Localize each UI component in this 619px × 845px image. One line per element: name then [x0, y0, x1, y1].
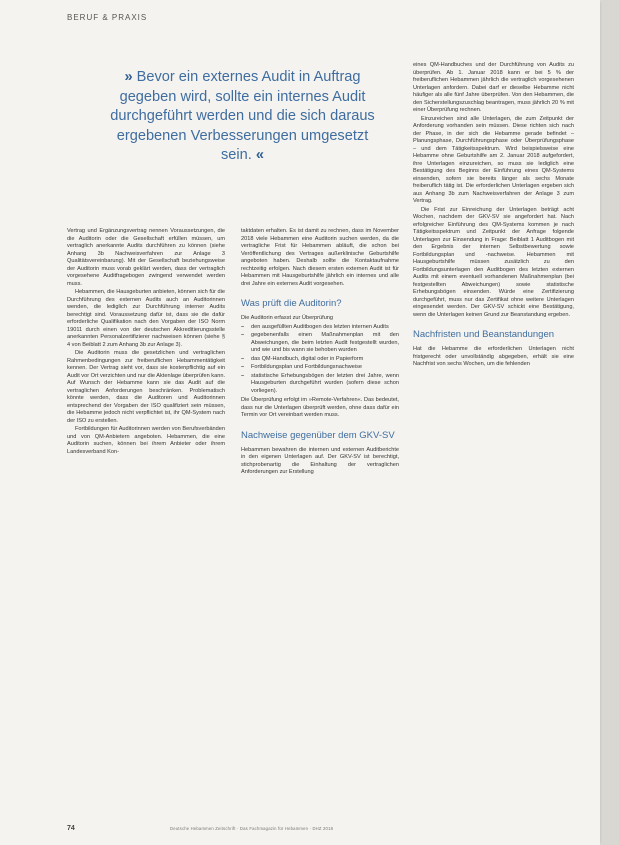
text-column-3	[413, 62, 574, 370]
paragraph: Die Auditorin muss die gesetzlichen und vertraglichen Rahmenbedingungen zur freiberuflichen Hebammentätigkeit kennen. Der Vertrag sieht vor, dass sie kostenpflichtig auf ein Audit vor Ort verzichten und nur die Aktenlage überprüfen kann. Auf Wunsch der Hebamme kann sie das Audit auf die vertraglichen Anforderungen beschränken. Problematisch könnte werden, dass die Auditoren und Auditorinnen entsprechend der Vorgaben der ISO qualifiziert sein müssen, die Hebamme jedoch nicht verpflichtet ist, ihr QM-System nach der ISO zu erstellen.	[67, 350, 225, 424]
footer-line: Deutsche Hebammen Zeitschrift · Das Fachmagazin für Hebammen · DHZ 2018	[170, 826, 334, 831]
paragraph: Hebammen bewahren die internen und externen Auditberichte in den eigenen Unterlagen auf. Der GKV-SV ist berechtigt, stichprobenartig die Einhaltung der vertraglichen Anforderungen zur Erstellung	[241, 446, 399, 475]
audit-checklist	[241, 324, 399, 396]
paragraph: Fortbildungen für Auditorinnen werden von Berufsverbänden und von QM-Anbietern angeboten. Hebammen, die eine Auditorin suchen, können bei ihrem Anbieter oder ihrem Landesverband Kon-	[67, 426, 225, 455]
page-number: 74	[67, 825, 75, 832]
paragraph: Die Frist zur Einreichung der Unterlagen beträgt acht Wochen, nachdem der GKV-SV sie angefordert hat. Nach erfolgreicher Einführung des QM-Systems kommen je nach Tätigkeitsspektrum und Zeitpunkt der Anfrage folgende Unterlagen zur Einsendung in Frage: Beiblatt 1 Auditbogen mit den Ergebnis der internen Selbstbewertung sowie Fortbildungsplan und -nachweise. Hebammen mit Hausgeburtshilfe müssen zusätzlich zu den Fortbildungsunterlagen den Auditbogen des letzten externen Audits mit einem eventuell vorhandenen Maßnahmenplan (bei festgestellten Abweichungen) sowie statistische Erhebungsbögen einsenden. Würde eine Zertifizierung durchgeführt, muss nur das Zertifikat ohne weitere Unterlagen eingesendet werden. Der GKV-SV schickt eine Bestätigung, wenn die Unterlagen keinen Grund zur Beanstandung ergeben.	[413, 206, 574, 318]
quote-close-mark: «	[255, 147, 264, 164]
list-item: – gegebenenfalls einen Maßnahmenplan mit den Abweichungen, die beim letzten Audit festgestellt wurden, und wie und bis wann sie behoben wurden	[241, 332, 399, 355]
binding-edge	[602, 0, 619, 845]
paragraph: Die Auditorin erfasst zur Überprüfung	[241, 315, 334, 321]
paragraph: Hebammen, die Hausgeburten anbieten, können sich für die Durchführung des externen Audits auch an Auditorinnen wenden, die lediglich zur Durchführung interner Audits berechtigt sind. Voraussetzung dafür ist, dass sie die dafür erforderliche Qualifikation nach den Vorgaben der ISO Norm 19011 durch einen von der deutschen Akkreditierungsstelle anerkannten Personalzertifizierer nachweisen können (siehe § 4 von Beiblatt 2 zum Anhang 3b zur Anlage 3).	[67, 289, 225, 348]
paragraph: Vertrag und Ergänzungsvertrag nennen Voraussetzungen, die die Auditorin oder die Gesellschaft erfüllen müssen, um vertraglich anerkannte Audits durchführen zu können (siehe Anhang 3b Nachweisverfahren zur Anlage 3 Qualitätsvereinbarung). Mit der Gesellschaft beziehungsweise der Auditorin muss vorab geklärt werden, dass der vertraglich vorgesehene Auditfragebogen zwingend verwendet werden muss.	[67, 228, 225, 287]
section-header: BERUF & PRAXIS	[67, 13, 148, 22]
subheading: Nachfristen und Beanstandungen	[413, 329, 555, 340]
text-column-2	[241, 228, 399, 478]
paragraph: eines QM-Handbuches und der Durchführung von Audits zu überprüfen. Ab 1. Januar 2018 kann er bei 5 % der freiberuflichen Hebammen jährlich die vertraglich vorgesehenen Unterlagen anfordern. Dabei darf er dieselbe Hebamme nicht häufiger als alle fünf Jahre überprüfen. Von den Hebammen, die den Sicherstellungszuschlag beantragen, muss jährlich 20 % mit einer Überprüfung rechnen.	[413, 62, 574, 113]
subheading: Nachweise gegenüber dem GKV-SV	[241, 429, 395, 441]
list-item: – statistische Erhebungsbögen der letzten drei Jahre, wenn Hausgeburten durchgeführt wurden (sofern diese schon vorliegen).	[241, 373, 399, 396]
list-item: – Fortbildungsplan und Fortbildungsnachweise	[241, 364, 399, 372]
pull-quote	[100, 68, 385, 166]
list-item: – den ausgefüllten Auditbogen des letzten internen Audits	[241, 324, 399, 332]
paragraph: Einzureichen sind alle Unterlagen, die zum Zeitpunkt der Anforderung vorhanden sein müssen. Diese richten sich nach der Phase, in der sich die Hebamme gerade befindet – Planungsphase, Durchführungsphase oder Überprüfungsphase – und dem Tätigkeitsspektrum. Wird beispielsweise eine Hebamme ohne Geburtshilfe am 2. Januar 2018 aufgefordert, ihre Unterlagen einzureichen, so muss sie lediglich eine Bestätigung des Beginns der Einführung eines QM-Systems einsenden, sofern sie bereits länger als sechs Monate freiberuflich tätig ist. Die erforderlichen Unterlagen ergeben sich aus Anhang 3b zum Nachweisverfahren der Anlage 3 zum Vertrag.	[413, 115, 574, 204]
paragraph: Hat die Hebamme die erforderlichen Unterlagen nicht fristgerecht oder unvollständig abgegeben, erhält sie eine Nachfrist von sechs Wochen, um die fehlenden	[413, 346, 574, 367]
pull-quote-text: Bevor ein externes Audit in Auftrag gegeben wird, sollte ein internes Audit durchgeführt werden und die sich daraus ergebenen Verbesserungen umgesetzt sein.	[110, 69, 375, 164]
quote-open-mark: »	[124, 69, 133, 85]
subheading: Was prüft die Auditorin?	[241, 298, 342, 309]
list-item: – das QM-Handbuch, digital oder in Papierform	[241, 356, 399, 364]
text-column-1	[67, 228, 225, 457]
paragraph: Die Überprüfung erfolgt im »Remote-Verfahren«. Das bedeutet, dass nur die Unterlagen überprüft werden, ohne dass dafür ein Termin vor Ort vereinbart werden muss.	[241, 397, 399, 418]
paragraph: taktdaten erhalten. Es ist damit zu rechnen, dass im November 2018 viele Hebammen eine Auditorin suchen werden, da die vertragliche Frist für Hebammen abläuft, die schon bei Veröffentlichung des Vertrages außerklinische Geburtshilfe angeboten haben. Deshalb sollte die Kontaktaufnahme rechtzeitig erfolgen. Nach diesem ersten externen Audit ist für Hebammen mit Hausgeburtshilfe jährlich ein internes und alle drei Jahre ein externes Audit vorgesehen.	[241, 228, 399, 287]
